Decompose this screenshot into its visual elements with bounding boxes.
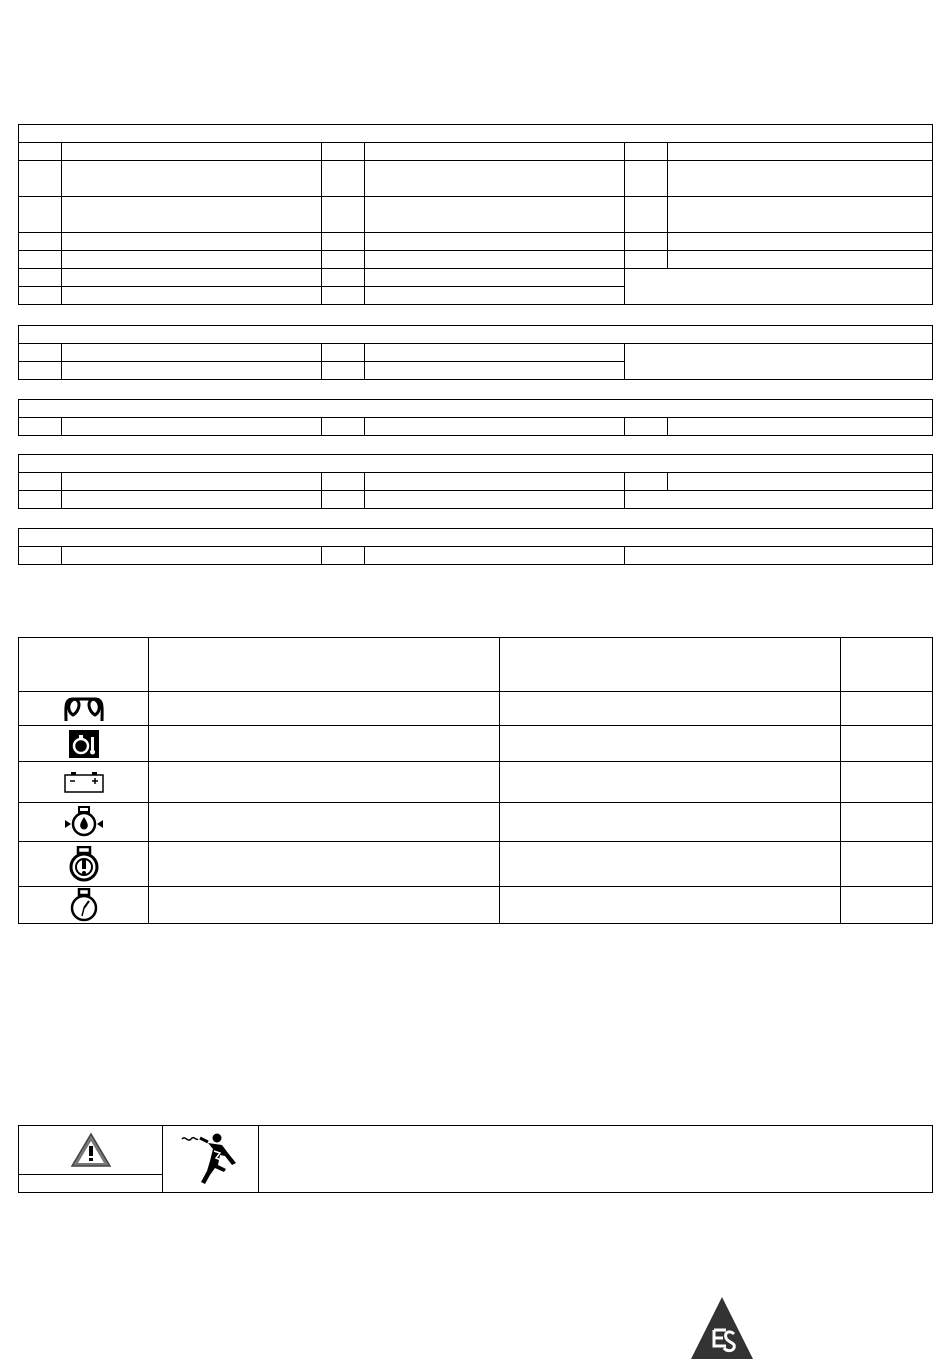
- spec-table-3-header: [19, 400, 933, 418]
- fuel-level-icon: [64, 806, 104, 838]
- table-cell: [322, 233, 365, 251]
- table-cell: [625, 197, 668, 233]
- table-cell: [841, 762, 933, 803]
- table-cell: [668, 197, 933, 233]
- table-cell: [500, 692, 841, 726]
- table-cell: [19, 161, 62, 197]
- table-cell: [625, 233, 668, 251]
- table-cell: [19, 491, 62, 509]
- spec-table-5: [18, 528, 933, 565]
- spec-table-1-header: [19, 125, 933, 143]
- table-cell: [62, 197, 322, 233]
- table-cell: [625, 473, 668, 491]
- table-cell: [149, 726, 500, 762]
- table-cell: [322, 251, 365, 269]
- warning-triangle-icon: [70, 1132, 112, 1168]
- table-cell: [149, 803, 500, 842]
- spec-table-5-header: [19, 529, 933, 547]
- table-cell: [322, 344, 365, 362]
- table-cell: [841, 803, 933, 842]
- indicator-icon-cell: [19, 842, 149, 887]
- warning-triangle-cell: [19, 1126, 163, 1175]
- table-cell: [62, 269, 322, 287]
- table-cell: [62, 491, 322, 509]
- table-cell: [62, 233, 322, 251]
- table-cell: [841, 842, 933, 887]
- table-cell: [322, 547, 365, 565]
- table-cell: [365, 161, 625, 197]
- table-cell: [149, 842, 500, 887]
- table-cell: [62, 251, 322, 269]
- warning-box: [18, 1125, 933, 1193]
- table-cell: [322, 418, 365, 436]
- table-cell: [19, 269, 62, 287]
- indicator-icon-cell: [19, 887, 149, 924]
- table-cell: [62, 418, 322, 436]
- table-cell: [625, 251, 668, 269]
- table-cell: [19, 233, 62, 251]
- oil-pressure-warning-icon: [68, 846, 100, 882]
- table-cell: [625, 143, 668, 161]
- table-cell: [19, 362, 62, 380]
- table-cell: [365, 362, 625, 380]
- table-cell: [668, 251, 933, 269]
- table-cell: [500, 842, 841, 887]
- es-certification-logo: [690, 1296, 754, 1365]
- table-cell: [625, 491, 933, 509]
- table-cell: [500, 887, 841, 924]
- table-cell: [62, 362, 322, 380]
- table-cell: [500, 803, 841, 842]
- indicator-header-cell: [841, 638, 933, 692]
- table-cell: [149, 887, 500, 924]
- table-cell: [365, 547, 625, 565]
- electric-shock-cell: [163, 1126, 259, 1193]
- table-cell: [625, 161, 668, 197]
- warning-label-cell: [19, 1175, 163, 1193]
- table-cell: [625, 269, 933, 305]
- table-cell: [365, 473, 625, 491]
- table-cell: [322, 269, 365, 287]
- table-cell: [322, 491, 365, 509]
- warning-text-cell: [259, 1126, 933, 1193]
- table-cell: [625, 547, 933, 565]
- table-cell: [500, 726, 841, 762]
- table-cell: [62, 287, 322, 305]
- table-cell: [365, 143, 625, 161]
- indicator-icon-cell: [19, 762, 149, 803]
- table-cell: [625, 344, 933, 380]
- coolant-temperature-icon: [68, 729, 100, 759]
- table-cell: [668, 233, 933, 251]
- table-cell: [322, 197, 365, 233]
- table-cell: [62, 473, 322, 491]
- table-cell: [322, 473, 365, 491]
- table-cell: [841, 692, 933, 726]
- table-cell: [365, 344, 625, 362]
- spec-table-4: [18, 454, 933, 509]
- table-cell: [668, 161, 933, 197]
- table-cell: [322, 143, 365, 161]
- table-cell: [322, 161, 365, 197]
- table-cell: [19, 473, 62, 491]
- table-cell: [625, 418, 668, 436]
- electric-shock-icon: [180, 1131, 242, 1187]
- indicator-header-cell: [500, 638, 841, 692]
- indicator-header-cell: [19, 638, 149, 692]
- table-cell: [62, 344, 322, 362]
- table-cell: [19, 197, 62, 233]
- table-cell: [19, 143, 62, 161]
- spec-table-3: [18, 399, 933, 436]
- spec-table-2: [18, 325, 933, 380]
- spec-table-1: [18, 124, 933, 305]
- battery-charge-icon: [64, 771, 104, 793]
- table-cell: [62, 547, 322, 565]
- indicator-header-cell: [149, 638, 500, 692]
- table-cell: [365, 233, 625, 251]
- table-cell: [62, 143, 322, 161]
- table-cell: [19, 344, 62, 362]
- table-cell: [841, 726, 933, 762]
- glow-plug-icon: [62, 695, 106, 723]
- indicator-icon-cell: [19, 726, 149, 762]
- table-cell: [668, 473, 933, 491]
- indicator-table: [18, 637, 933, 924]
- spec-table-4-header: [19, 455, 933, 473]
- table-cell: [19, 251, 62, 269]
- table-cell: [841, 887, 933, 924]
- table-cell: [62, 161, 322, 197]
- table-cell: [322, 362, 365, 380]
- table-cell: [365, 287, 625, 305]
- table-cell: [668, 418, 933, 436]
- table-cell: [668, 143, 933, 161]
- table-cell: [500, 762, 841, 803]
- table-cell: [322, 287, 365, 305]
- table-cell: [365, 418, 625, 436]
- table-cell: [19, 287, 62, 305]
- table-cell: [365, 197, 625, 233]
- table-cell: [19, 418, 62, 436]
- indicator-icon-cell: [19, 803, 149, 842]
- table-cell: [365, 269, 625, 287]
- table-cell: [149, 692, 500, 726]
- table-cell: [149, 762, 500, 803]
- table-cell: [19, 547, 62, 565]
- table-cell: [365, 491, 625, 509]
- spec-table-2-header: [19, 326, 933, 344]
- indicator-icon-cell: [19, 692, 149, 726]
- engine-speed-icon: [68, 888, 100, 922]
- table-cell: [365, 251, 625, 269]
